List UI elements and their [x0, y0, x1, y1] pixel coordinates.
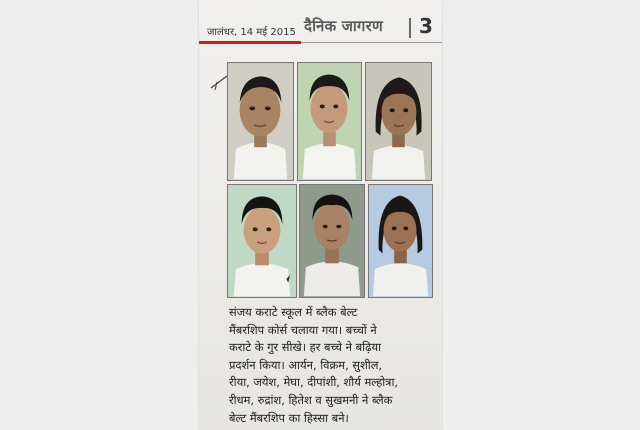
article-line: रीया, जयेश, मेघा, दीपांशी, शौर्य मल्होत्रा,: [229, 375, 399, 390]
boy-portrait-icon: [298, 63, 361, 180]
girl-portrait-icon: [369, 185, 432, 297]
student-photo-5: [299, 184, 365, 298]
boy-portrait-icon: [228, 63, 293, 180]
article-line: संजय कराटे स्कूल में ब्लैक बेल्ट: [229, 305, 358, 319]
article-line: बेल्ट मैंबरशिप का हिस्सा बने।: [229, 410, 349, 425]
article-line: कराटे के गुर सीखे। हर बच्चे ने बढ़िया: [229, 340, 382, 355]
boy-portrait-icon: [228, 185, 296, 297]
article-line: मैंबरशिप कोर्स चलाया गया। बच्चों ने: [229, 322, 377, 337]
newspaper-clipping: [199, 0, 442, 430]
grey-rule: [301, 42, 442, 43]
student-photo-3: [365, 62, 432, 181]
girl-portrait-icon: [366, 63, 431, 180]
edition-date: जालंधर, 14 मई 2015: [207, 27, 296, 38]
masthead: [199, 0, 442, 46]
article-line: प्रदर्शन किया। आर्यन, विक्रम, सुशील,: [229, 357, 383, 372]
student-photo-4: [227, 184, 297, 298]
student-photo-2: [297, 62, 362, 181]
young-man-portrait-icon: [300, 185, 364, 297]
pen-mark-icon: [209, 72, 229, 92]
red-rule: [199, 41, 301, 44]
student-photo-1: [227, 62, 294, 181]
newspaper-name: दैनिक जागरण: [304, 17, 383, 35]
article-text: [229, 304, 437, 427]
page-number: 3: [419, 14, 433, 38]
student-photo-6: [368, 184, 433, 298]
masthead-divider: [409, 18, 411, 38]
article-line: रीधम, रुद्रांश, हितेश व सुखमनी ने ब्लैक: [229, 392, 393, 407]
